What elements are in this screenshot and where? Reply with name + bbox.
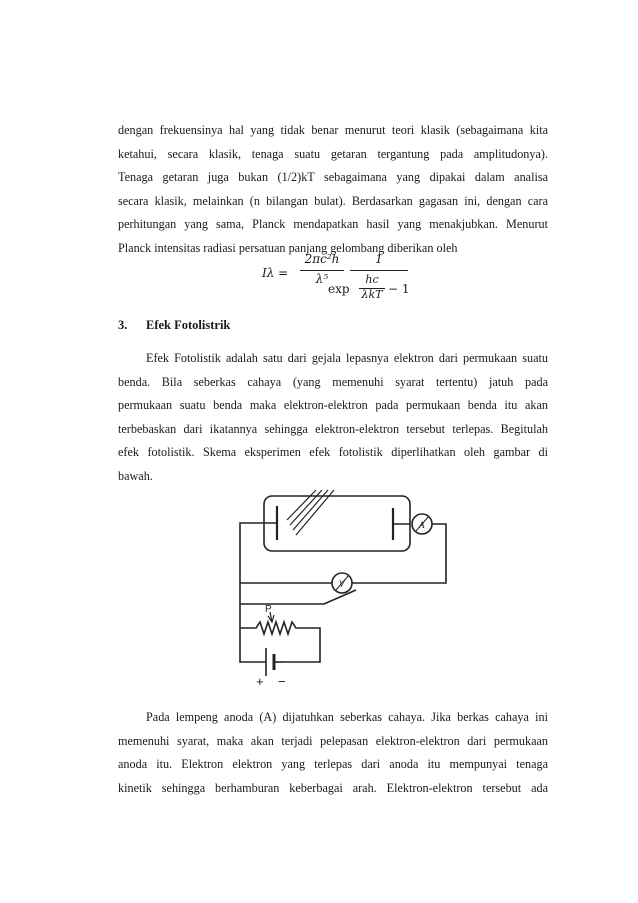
label-minus: − (278, 674, 286, 689)
formula-inner-num: hc (365, 273, 379, 286)
paragraph-fotolistrik (118, 347, 548, 488)
paragraph-anoda (118, 706, 548, 800)
text-line: bawah. (118, 468, 153, 483)
paragraph-planck (118, 119, 548, 260)
label-a: A (419, 520, 425, 530)
phototube (264, 496, 410, 551)
formula-num1: 2πc²h (304, 252, 340, 266)
text-line: permukaan suatu benda maka elektron-elektron pada permukaan benda itu akan (118, 398, 548, 412)
text-line: anoda itu. Elektron elektron yang terlepas dari anoda itu mempunyai tenaga (118, 757, 548, 771)
text-line: dengan frekuensinya hal yang tidak benar menurut teori klasik (sebagaimana kita (118, 123, 548, 137)
photoelectric-circuit-diagram (236, 486, 458, 692)
text-line: perhitungan yang sama, Planck mendapatkan hasil yang menakjubkan. Menurut (118, 217, 548, 231)
section-number: 3. (118, 318, 128, 332)
text-line: secara klasik, melainkan (n bilangan bulat). Berdasarkan gagasan ini, dengan cara (118, 193, 548, 208)
text-line: terbebaskan dari ikatannya sehingga elektron-elektron tersebut terlepas. Begitulah (118, 421, 548, 436)
fraction-bar (350, 270, 408, 271)
label-p: P (265, 604, 272, 615)
rheostat (240, 622, 320, 662)
formula-inner-den: λkT (361, 288, 383, 301)
section-title: Efek Fotolistrik (146, 318, 231, 332)
label-plus: + (256, 674, 264, 689)
text-line: efek fotolistik. Skema eksperimen efek fotolistik diperlihatkan oleh gambar di (118, 445, 548, 459)
wire (240, 628, 266, 662)
formula-lhs: Iλ = (262, 266, 289, 280)
wire (352, 524, 446, 583)
formula-den1: λ⁵ (315, 272, 329, 286)
formula-num2: 1 (375, 252, 383, 266)
fraction-bar (300, 270, 344, 271)
section-heading (118, 318, 230, 333)
formula-exp: exp (328, 282, 350, 296)
text-line: benda. Bila seberkas cahaya (yang memenuhi syarat tertentu) jatuh pada (118, 374, 548, 389)
formula-minus-one: − 1 (388, 282, 410, 296)
text-line: Efek Fotolistik adalah satu dari gejala lepasnya elektron dari permukaan suatu (146, 351, 548, 365)
text-line: ketahui, secara klasik, tenaga suatu getaran tergantung pada amplitudonya). (118, 146, 548, 161)
text-line: kinetik sehingga berhamburan keberbagai arah. Elektron-elektron tersebut ada (118, 780, 548, 795)
text-line: Tenaga getaran juga bukan (1/2)kT sebagaimana yang dipakai dalam analisa (118, 170, 548, 184)
label-v: V (339, 579, 345, 589)
text-line: Planck intensitas radiasi persatuan panjang gelombang diberikan oleh (118, 240, 458, 255)
text-line: memenuhi syarat, maka akan terjadi pelepasan elektron-elektron dari permukaan (118, 733, 548, 748)
text-line: Pada lempeng anoda (A) dijatuhkan seberkas cahaya. Jika berkas cahaya ini (146, 710, 548, 724)
